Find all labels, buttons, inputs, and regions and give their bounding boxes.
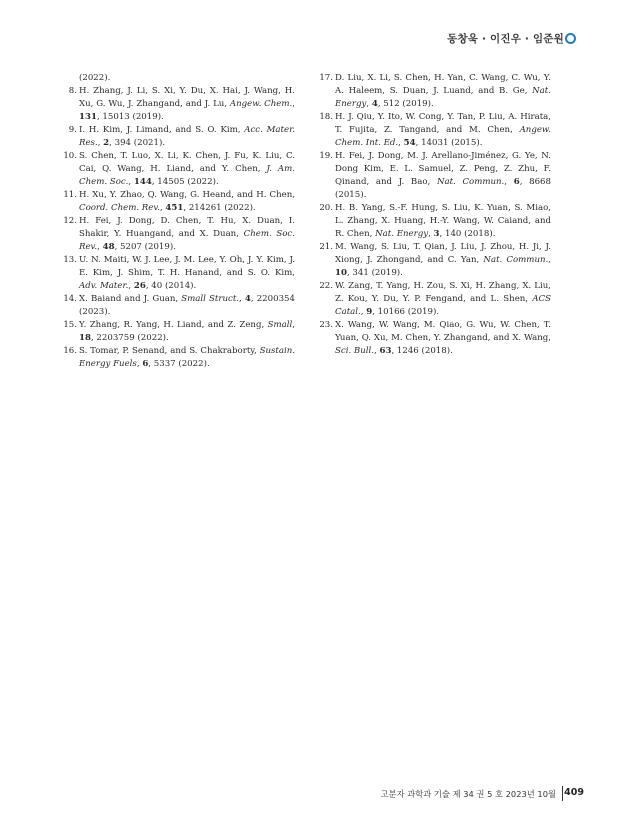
journal-name: Angew. Chem. [229,99,293,109]
volume-number: 9 [366,307,373,317]
reference-number: 17. [319,73,333,83]
reference-text: , 512 (2019). [377,99,434,109]
reference-text: , 214261 (2022). [183,203,256,213]
reference-text: , [292,99,295,109]
reference-number: 9. [68,125,77,135]
reference-text: I. H. Kim, J. Limand, and S. O. Kim, [79,125,245,135]
reference-text: W. Zang, T. Yang, H. Zou, S. Xi, H. Zhang, X. Liu, Z. Kou, Y. Du, Y. P. Fengand, and L. Shen, [335,281,551,304]
page-footer [0,786,622,802]
reference-text: H. Fei, J. Dong, D. Chen, T. Hu, X. Duan, I. Shakir, Y. Huangand, and X. Duan, [79,216,295,239]
reference-text: , [292,320,295,330]
volume-number: 48 [102,242,115,252]
page-number: 409 [564,787,584,798]
journal-name: ACS Catal. [335,294,551,317]
journal-name: Sustain. Energy Fuels [79,346,295,369]
reference-entry [63,124,295,150]
reference-entry [319,280,551,319]
reference-number: 15. [63,320,77,330]
reference-text: , 14031 (2015). [415,138,483,148]
reference-number: 21. [319,242,333,252]
journal-name: Nat. Commun. [483,255,549,265]
reference-entry [319,202,551,241]
reference-text: , [398,138,404,148]
reference-text: , [504,177,514,187]
journal-name: Small [267,320,293,330]
reference-number: 11. [63,190,77,200]
journal-name: Small Struct. [181,294,240,304]
reference-text: , [374,346,380,356]
reference-number: 8. [68,86,77,96]
reference-text: X. Wang, W. Wang, M. Qiao, G. Wu, W. Chen, T. Yuan, Q. Xu, M. Chen, Y. Zhangand, and X. Wang, [335,320,551,343]
reference-text: , [239,294,245,304]
reference-text: , 8668 (2015). [335,177,551,200]
journal-name: Angew. Chem. Int. Ed. [335,125,551,148]
reference-text: , [128,281,134,291]
volume-number: 3 [433,229,440,239]
reference-entry [319,241,551,280]
reference-text: , [136,359,143,369]
reference-text: , [97,138,104,148]
reference-text: S. Tomar, P. Senand, and S. Chakraborty, [79,346,260,356]
references-column-right [319,72,551,358]
reference-number: 12. [63,216,77,226]
reference-entry [319,111,551,150]
reference-text: , 10166 (2019). [372,307,440,317]
reference-text: , [366,99,372,109]
reference-text: , 5337 (2022). [148,359,210,369]
reference-entry [63,293,295,319]
reference-text: H. Zhang, J. Li, S. Xi, Y. Du, X. Hai, J. Wang, H. Xu, G. Wu, J. Zhangand, and J. Lu, [79,86,295,109]
reference-number: 18. [319,112,333,122]
volume-number: 6 [142,359,149,369]
volume-number: 18 [79,333,91,343]
journal-name: Nat. Energy [335,86,551,109]
reference-entry [63,254,295,293]
footer-divider [562,786,563,801]
reference-text: , [128,177,134,187]
reference-text: , [428,229,434,239]
reference-entry [63,150,295,189]
journal-name: Nat. Energy [375,229,429,239]
reference-number: 22. [319,281,333,291]
reference-entry [63,319,295,345]
journal-name: J. Am. Chem. Soc. [79,164,295,187]
reference-text: , 140 (2018). [439,229,496,239]
reference-text: , 15013 (2019). [96,112,164,122]
reference-text: H. B. Yang, S.-F. Hung, S. Liu, K. Yuan, S. Miao, L. Zhang, X. Huang, H.-Y. Wang, W. Caiand, and R. Chen, [335,203,551,239]
reference-entry [63,189,295,215]
reference-number: 23. [319,320,333,330]
volume-number: 451 [165,203,184,213]
journal-name: Acc. Mater. Res. [79,125,295,148]
reference-text: Y. Zhang, R. Yang, H. Liand, and Z. Zeng, [79,320,268,330]
volume-number: 2 [103,138,110,148]
volume-number: 131 [79,112,97,122]
volume-number: 144 [133,177,152,187]
reference-number: 16. [63,346,77,356]
reference-text: S. Chen, T. Luo, X. Li, K. Chen, J. Fu, K. Liu, C. Cai, Q. Wang, H. Liand, and Y. Chen, [79,151,295,174]
volume-number: 6 [513,177,520,187]
reference-text: , 2203759 (2022). [90,333,169,343]
reference-text: , 14505 (2022). [151,177,219,187]
reference-text: , 1246 (2018). [391,346,453,356]
circle-icon [565,33,576,44]
reference-text: H. J. Qiu, Y. Ito, W. Cong, Y. Tan, P. Liu, A. Hirata, T. Fujita, Z. Tangand, and M. Chen, [335,112,551,135]
journal-name: Chem. Soc. Rev. [79,229,295,252]
reference-entry [63,215,295,254]
volume-number: 26 [133,281,146,291]
journal-name: Coord. Chem. Rev. [79,203,160,213]
reference-number: 10. [63,151,77,161]
reference-text: , [159,203,166,213]
reference-number: 20. [319,203,333,213]
reference-number: 14. [63,294,77,304]
volume-number: 10 [335,268,347,278]
reference-entry [319,319,551,358]
reference-text: X. Baiand and J. Guan, [79,294,182,304]
references-column-left [63,72,295,371]
volume-number: 4 [371,99,378,109]
reference-number: 19. [319,151,333,161]
volume-number: 4 [244,294,251,304]
reference-text: (2022). [79,73,111,83]
reference-text: D. Liu, X. Li, S. Chen, H. Yan, C. Wang, C. Wu, Y. A. Haleem, S. Duan, J. Luand, and B. Ge, [335,73,551,96]
reference-text: M. Wang, S. Liu, T. Qian, J. Liu, J. Zhou, H. Ji, J. Xiong, J. Zhongand, and C. Yan, [335,242,551,265]
reference-text: , 2200354 (2023). [79,294,295,317]
reference-entry [63,345,295,371]
running-head-authors: 동창욱 · 이진우 · 임준원 [447,33,564,45]
journal-name: Adv. Mater. [79,281,129,291]
reference-entry [319,72,551,111]
reference-text: , [360,307,367,317]
reference-text: , 394 (2021). [109,138,166,148]
reference-text: H. Xu, Y. Zhao, Q. Wang, G. Heand, and H. Chen, [79,190,295,200]
reference-text: U. N. Maiti, W. J. Lee, J. M. Lee, Y. Oh, J. Y. Kim, J. E. Kim, J. Shim, T. H. Hanand, and S. O. Kim, [79,255,295,278]
reference-text: , 5207 (2019). [114,242,176,252]
reference-text: H. Fei, J. Dong, M. J. Arellano-Jiménez, G. Ye, N. Dong Kim, E. L. Samuel, Z. Peng, Z. Zhu, F. Qinand, and J. Bao, [335,151,551,187]
footer-journal-info: 고분자 과학과 기술 제 34 권 5 호 2023년 10월 [380,789,556,799]
reference-text: , 40 (2014). [145,281,197,291]
volume-number: 63 [379,346,392,356]
reference-text: , [548,255,551,265]
volume-number: 54 [403,138,416,148]
reference-entry [319,150,551,202]
reference-entry [63,85,295,124]
reference-entry [63,72,295,85]
reference-text: , [97,242,103,252]
reference-number: 13. [63,255,77,265]
journal-name: Nat. Commun. [436,177,505,187]
reference-text: , 341 (2019). [346,268,403,278]
journal-name: Sci. Bull. [335,346,374,356]
